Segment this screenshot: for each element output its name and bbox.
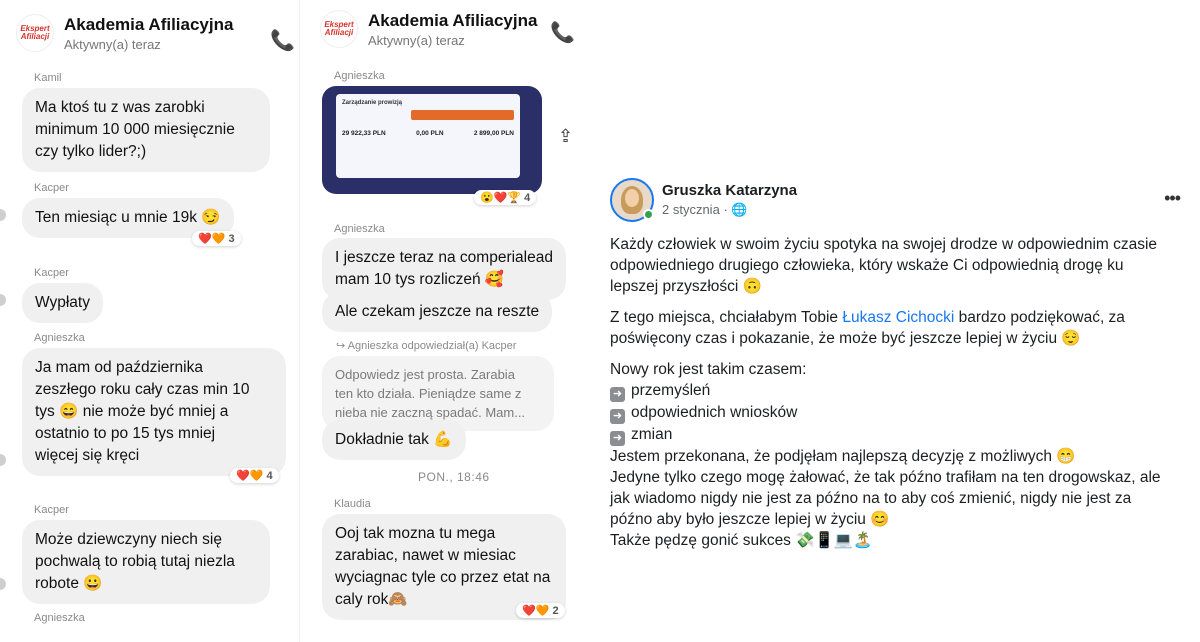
message-bubble: Ale czekam jeszcze na reszte — [322, 292, 552, 332]
group-logo — [16, 14, 54, 52]
post-list — [610, 359, 1200, 551]
arrow-right-icon: ➜ — [610, 409, 625, 424]
list-item: ➜ zmian — [610, 424, 1200, 446]
image-value: 29 922,33 PLN — [342, 130, 386, 137]
arrow-right-icon: ➜ — [610, 431, 625, 446]
list-item: ➜ przemyśleń — [610, 380, 1200, 402]
message-bubble: Ten miesiąc u mnie 19k 😏 — [22, 198, 234, 238]
message-sender: Kacper — [34, 182, 69, 194]
logo-text-top: Ekspert — [20, 24, 50, 33]
message-bubble: I jeszcze teraz na comperialead mam 10 tys rozliczeń 🥰 — [322, 238, 566, 300]
chat-header[interactable] — [0, 0, 299, 66]
post-date[interactable] — [662, 202, 797, 218]
avatar[interactable] — [610, 178, 654, 222]
globe-icon: 🌐 — [731, 202, 748, 217]
list-item: ➜ odpowiednich wniosków — [610, 402, 1200, 424]
message-bubble: Ma ktoś tu z was zarobki minimum 10 000 miesięcznie czy tylko lider?;) — [22, 88, 270, 172]
reactions-badge[interactable]: ❤️🧡 2 — [516, 603, 565, 618]
share-icon[interactable]: ⇪ — [558, 126, 574, 146]
logo-text-bottom: Afiliacji — [324, 28, 354, 37]
message-sender: Kacper — [34, 267, 69, 279]
arrow-right-icon: ➜ — [610, 387, 625, 402]
image-heading: Zarządzanie prowizją — [342, 100, 403, 106]
chat-panel-left — [0, 0, 300, 642]
phone-icon[interactable]: 📞 — [270, 30, 295, 52]
online-indicator — [643, 209, 654, 220]
message-sender: Agnieszka — [34, 332, 85, 344]
message-bubble: Ooj tak mozna tu mega zarabiac, nawet w miesiac wyciagnac tyle co przez etat na caly rok🙈 — [322, 514, 566, 620]
avatar — [0, 209, 6, 221]
post-area — [580, 0, 1200, 642]
chat-panel-middle — [312, 0, 580, 642]
avatar — [0, 454, 6, 466]
post-line: Także pędzę gonić sukces 💸📱💻🏝️ — [610, 532, 873, 549]
message-sender: Agnieszka — [334, 70, 385, 82]
social-post — [610, 178, 1200, 551]
message-bubble: Wypłaty — [22, 283, 103, 323]
timestamp: PON., 18:46 — [418, 470, 490, 484]
mention-link[interactable]: Łukasz Cichocki — [842, 309, 955, 326]
post-line: Jedyne tylko czego mogę żałować, że tak późno trafiłam na ten drogowskaz, ale — [610, 469, 1161, 486]
message-bubble: Ja mam od października zeszłego roku cały czas min 10 tys 😄 nie może być mniej a ostatnio to po 15 tys mniej więcej się kręci — [22, 348, 286, 476]
list-intro: Nowy rok jest takim czasem: — [610, 361, 807, 378]
image-bar — [411, 110, 514, 120]
separator: · — [723, 202, 732, 217]
message-sender: Klaudia — [334, 498, 371, 510]
reactions-badge[interactable]: 😮❤️🏆 4 — [474, 190, 536, 205]
avatar — [0, 578, 6, 590]
message-sender: Kacper — [34, 504, 69, 516]
post-paragraph: Z tego miejsca, chciałabym Tobie Łukasz Cichocki bardzo podziękować, za poświęcony czas i pokazanie, że może być jeszcze lepiej w życiu 😌 — [610, 309, 1125, 347]
quoted-message[interactable]: Odpowiedz jest prosta. Zarabia ten kto działa. Pieniądze same z nieba nie zaczną spadać. Mam... — [322, 356, 554, 431]
post-line: jak wiadomo nigdy nie jest za późno na to aby coś zmienić, nigdy nie jest za — [610, 490, 1132, 507]
message-sender: Agnieszka — [34, 612, 85, 624]
chat-status: Aktywny(a) teraz — [64, 36, 161, 52]
logo-text-top: Ekspert — [324, 20, 354, 29]
post-date-text: 2 stycznia — [662, 202, 720, 217]
post-paragraph: Każdy człowiek w swoim życiu spotyka na swojej drodze w odpowiednim czasie odpowiedniego drugiego człowieka, który wskaże Ci odpowiednią drogę ku lepszej przyszłości 🙃 — [610, 236, 1158, 295]
panel-divider — [300, 0, 312, 642]
chat-title: Akademia Afiliacyjna — [64, 14, 234, 34]
avatar — [0, 294, 6, 306]
message-bubble: Dokładnie tak 💪 — [322, 420, 466, 460]
post-header — [610, 178, 1200, 222]
avatar-face — [625, 189, 639, 207]
reply-note: ↪ Agnieszka odpowiedział(a) Kacper — [336, 340, 517, 352]
more-dots-icon[interactable]: ••• — [1164, 188, 1180, 208]
chat-title: Akademia Afiliacyjna — [368, 10, 538, 30]
message-sender: Agnieszka — [334, 223, 385, 235]
post-line: późno aby było jeszcze lepiej w życiu 😊 — [610, 511, 890, 528]
image-value: 0,00 PLN — [416, 130, 444, 137]
image-value: 2 899,00 PLN — [473, 130, 514, 137]
reactions-badge[interactable]: ❤️🧡 4 — [230, 468, 279, 483]
message-bubble: Może dziewczyny niech się pochwalą to robią tutaj niezla robote 😀 — [22, 520, 270, 604]
reactions-badge[interactable]: ❤️🧡 3 — [192, 231, 241, 246]
image-content — [336, 94, 520, 178]
message-sender: Kamil — [34, 72, 62, 84]
post-line: Jestem przekonana, że podjęłam najlepszą decyzję z możliwych 😁 — [610, 448, 1076, 465]
shared-image[interactable] — [322, 86, 542, 194]
post-author[interactable]: Gruszka Katarzyna — [662, 182, 798, 199]
post-body — [610, 234, 1200, 551]
chat-status: Aktywny(a) teraz — [368, 32, 465, 48]
phone-icon[interactable]: 📞 — [550, 22, 575, 44]
logo-text-bottom: Afiliacji — [20, 32, 50, 41]
group-logo — [320, 10, 358, 48]
chat-header[interactable] — [312, 0, 580, 58]
